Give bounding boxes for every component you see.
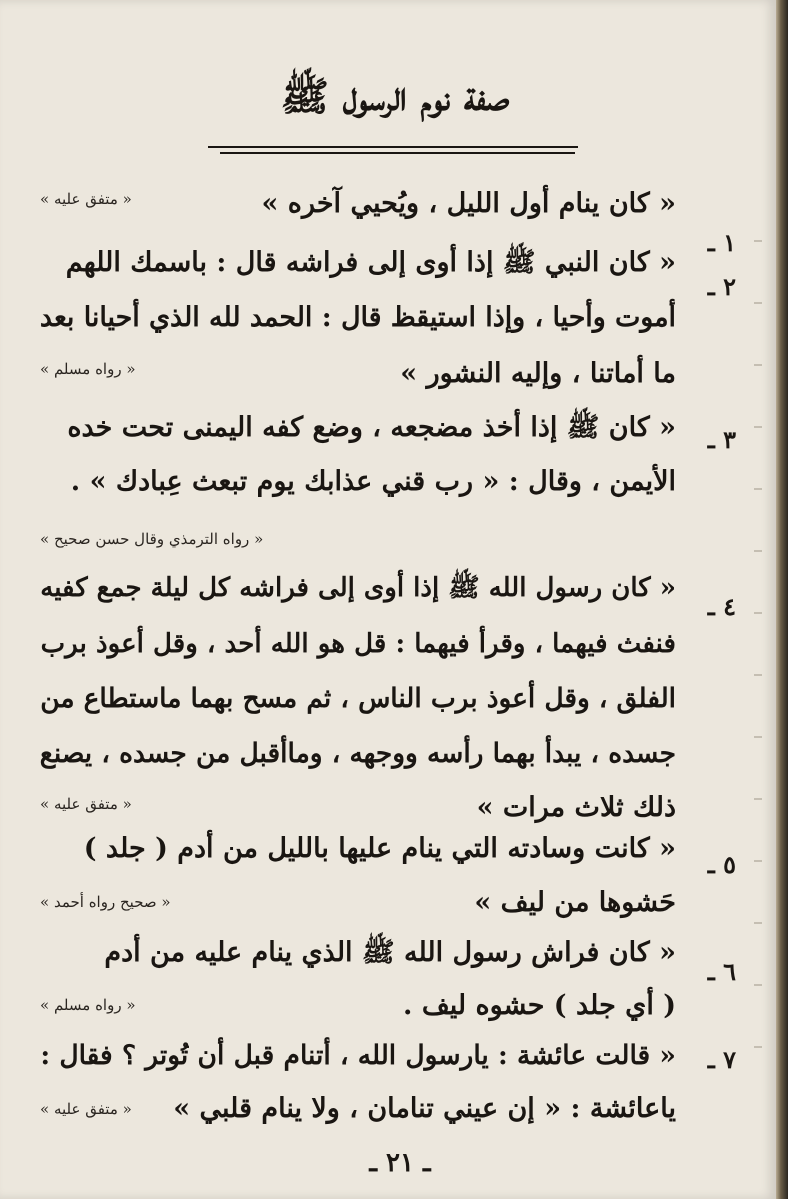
item-number: ٣ ـ <box>707 425 736 454</box>
item-number: ٤ ـ <box>707 592 736 621</box>
item-source: « متفق عليه » <box>40 1100 132 1118</box>
item-text-line: ياعائشة : « إن عيني تنامان ، ولا ينام قلبي » <box>173 1093 676 1124</box>
item-text-line: « كان فراش رسول الله ﷺ الذي ينام عليه من أدم <box>104 937 676 968</box>
page-title: صفة نوم الرسول ﷺ <box>280 73 510 120</box>
item-text-line: الأيمن ، وقال : « رب قني عذابك يوم تبعث عِبادك » . <box>70 466 676 497</box>
item-source: « صحيح رواه أحمد » <box>40 893 171 911</box>
item-number: ١ ـ <box>707 228 736 257</box>
item-text-line: ذلك ثلاث مرات » <box>476 792 676 823</box>
item-text-line: أموت وأحيا ، وإذا استيقظ قال : الحمد لله الذي أحيانا بعد <box>39 302 676 333</box>
item-source: « متفق عليه » <box>40 190 132 208</box>
item-text-line: « كان رسول الله ﷺ إذا أوى إلى فراشه كل ليلة جمع كفيه <box>40 573 676 603</box>
item-text-line: « كانت وسادته التي ينام عليها بالليل من أدم ( جلد ) <box>83 833 676 864</box>
item-source: « رواه مسلم » <box>40 360 136 378</box>
item-text-line: الفلق ، وقل أعوذ برب الناس ، ثم مسح بهما ماستطاع من <box>40 683 676 714</box>
page-edge-texture <box>754 180 762 1080</box>
item-number: ٧ ـ <box>707 1045 736 1074</box>
item-text-line: « كان ﷺ إذا أخذ مضجعه ، وضع كفه اليمنى تحت خده <box>67 412 676 443</box>
item-source: « متفق عليه » <box>40 795 132 813</box>
item-text-line: « قالت عائشة : يارسول الله ، أتنام قبل أن تُوتر ؟ فقال : <box>40 1040 676 1071</box>
item-text-line: ما أماتنا ، وإليه النشور » <box>400 358 676 389</box>
item-text-line: ( أي جلد ) حشوه ليف . <box>403 990 676 1021</box>
item-source: « رواه الترمذي وقال حسن صحيح » <box>40 530 264 548</box>
item-text-line: جسده ، يبدأ بهما رأسه ووجهه ، وماأقبل من جسده ، يصنع <box>39 738 676 769</box>
item-text-line: « كان ينام أول الليل ، ويُحيي آخره » <box>261 188 676 219</box>
item-number: ٦ ـ <box>707 957 736 986</box>
page-number: ـ ٢١ ـ <box>369 1148 431 1178</box>
item-number: ٥ ـ <box>707 850 736 879</box>
item-text-line: « كان النبي ﷺ إذا أوى إلى فراشه قال : باسمك اللهم <box>65 247 676 278</box>
item-number: ٢ ـ <box>707 272 736 301</box>
item-text-line: حَشوها من ليف » <box>474 887 676 918</box>
item-source: « رواه مسلم » <box>40 996 136 1014</box>
item-text-line: فنفث فيهما ، وقرأ فيهما : قل هو الله أحد ، وقل أعوذ برب <box>40 628 676 659</box>
book-spine <box>776 0 788 1199</box>
